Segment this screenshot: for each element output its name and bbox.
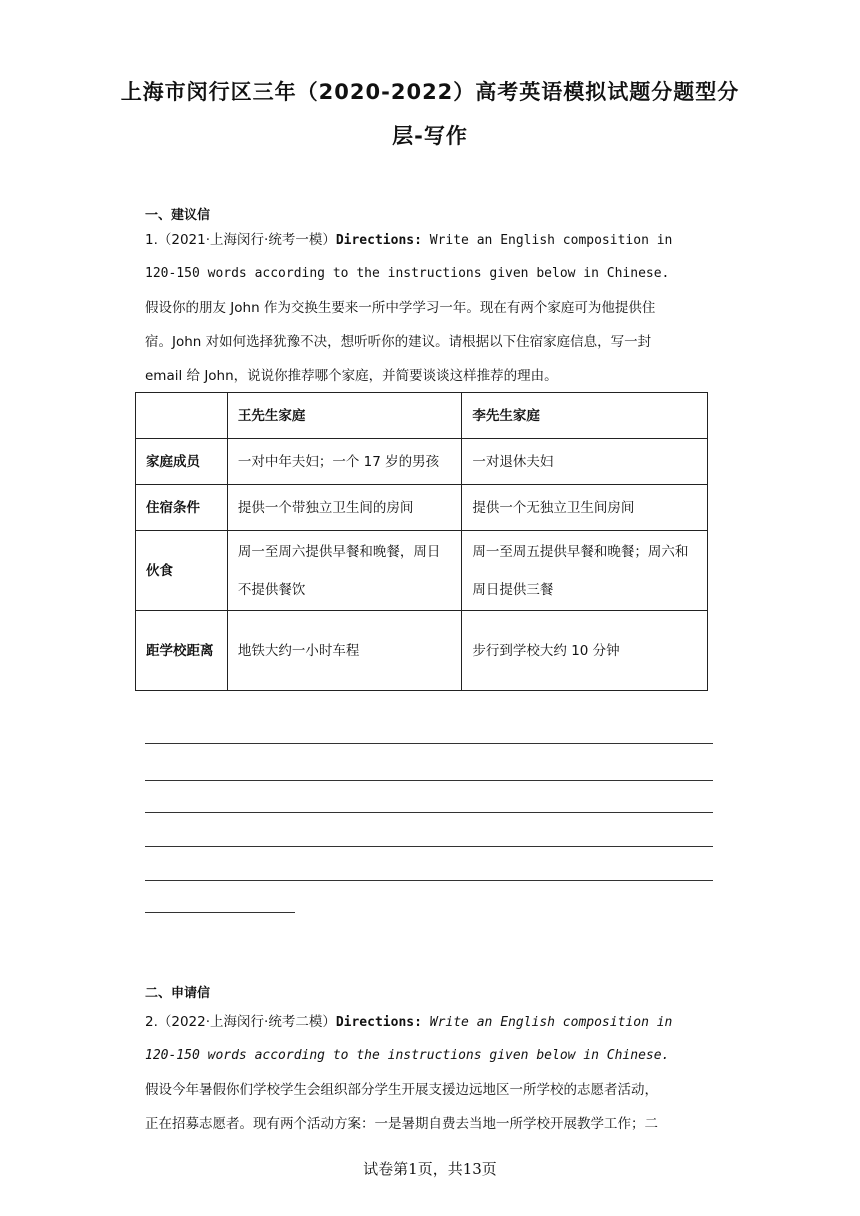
table-cell: 一对中年夫妇；一个 17 岁的男孩 <box>227 439 462 485</box>
table-row-label: 住宿条件 <box>136 485 228 531</box>
answer-line <box>145 743 713 744</box>
table-header-cell <box>136 393 228 439</box>
page-title-line-2: 层-写作 <box>392 124 468 148</box>
table-cell: 步行到学校大约 10 分钟 <box>462 611 708 691</box>
page-footer: 试卷第1页，共13页 <box>363 1160 497 1178</box>
table-row-label: 伙食 <box>136 531 228 611</box>
table-cell: 提供一个无独立卫生间房间 <box>462 485 708 531</box>
question-2-line-1 <box>145 1005 715 1040</box>
page-title-line-1: 上海市闵行区三年（2020-2022）高考英语模拟试题分题型分 <box>120 80 740 104</box>
section-1-heading: 一、建议信 <box>145 208 211 223</box>
table-row-label: 距学校距离 <box>136 611 228 691</box>
table-cell: 一对退休夫妇 <box>462 439 708 485</box>
table-row <box>136 611 708 691</box>
table-cell: 周一至周六提供早餐和晚餐，周日不提供餐饮 <box>227 531 462 611</box>
question-2-directions-text: Write an English composition in <box>421 1015 673 1030</box>
answer-line <box>145 812 713 813</box>
question-1-cn-line-2: 宿。John 对如何选择犹豫不决，想听听你的建议。请根据以下住宿家庭信息，写一封 <box>145 334 652 350</box>
question-1-prefix: 1.（2021·上海闵行·统考一模） <box>145 232 336 248</box>
table-row-label: 家庭成员 <box>136 439 228 485</box>
question-1-line-1 <box>145 223 715 258</box>
table-cell: 周一至周五提供早餐和晚餐；周六和周日提供三餐 <box>462 531 708 611</box>
question-2-line-2: 120-150 words according to the instructions given below in Chinese. <box>145 1048 670 1063</box>
table-header-cell: 王先生家庭 <box>227 393 462 439</box>
question-2-cn-line-2: 正在招募志愿者。现有两个活动方案：一是暑期自费去当地一所学校开展教学工作；二 <box>145 1116 658 1132</box>
table-cell: 地铁大约一小时车程 <box>227 611 462 691</box>
table-header-cell: 李先生家庭 <box>462 393 708 439</box>
table-row <box>136 531 708 611</box>
question-2-directions-label: Directions: <box>335 1015 422 1030</box>
section-2-heading: 二、申请信 <box>145 986 211 1001</box>
table-cell: 提供一个带独立卫生间的房间 <box>227 485 462 531</box>
question-2-prefix: 2.（2022·上海闵行·统考二模） <box>145 1014 336 1030</box>
answer-line <box>145 912 295 913</box>
question-1-cn-line-3: email 给 John，说说你推荐哪个家庭，并简要谈谈这样推荐的理由。 <box>145 368 558 384</box>
question-1-directions-text: Write an English composition in <box>421 233 673 248</box>
question-1-line-2: 120-150 words according to the instructions given below in Chinese. <box>145 266 670 281</box>
question-1-cn-line-1: 假设你的朋友 John 作为交换生要来一所中学学习一年。现在有两个家庭可为他提供住 <box>145 300 656 316</box>
answer-line <box>145 846 713 847</box>
table-header-row <box>136 393 708 439</box>
table-row <box>136 439 708 485</box>
question-1-directions-label: Directions: <box>335 233 422 248</box>
question-2-cn-line-1: 假设今年暑假你们学校学生会组织部分学生开展支援边远地区一所学校的志愿者活动， <box>145 1082 658 1098</box>
answer-line <box>145 880 713 881</box>
answer-line <box>145 780 713 781</box>
table-row <box>136 485 708 531</box>
host-family-table <box>135 392 708 691</box>
